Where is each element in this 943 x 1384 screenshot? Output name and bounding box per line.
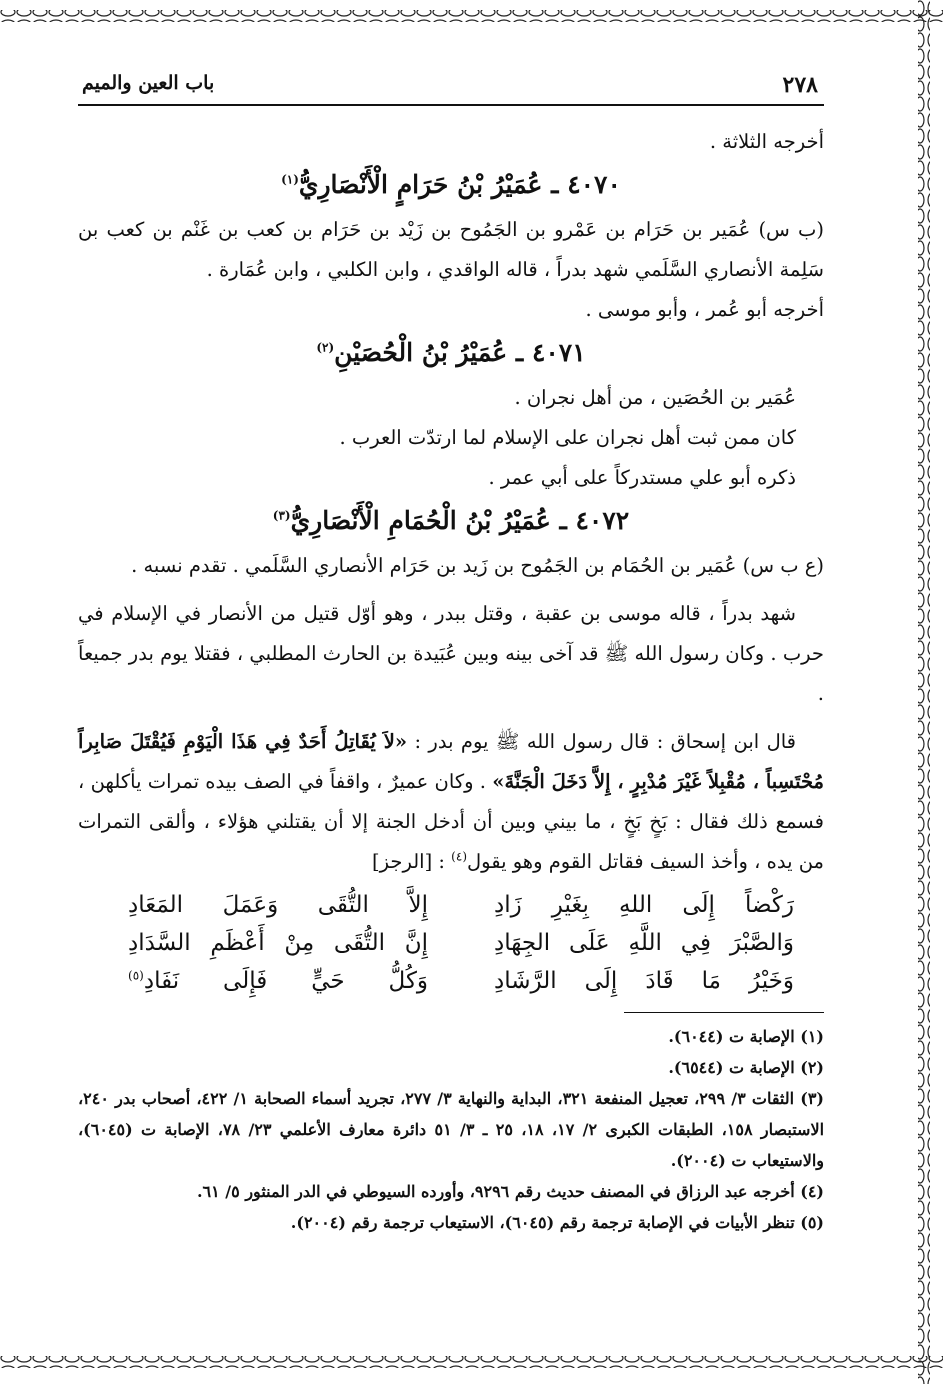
verse-line — [78, 886, 824, 924]
footnote: (٣) الثقات ٣/ ٢٩٩، تعجيل المنفعة ٣٢١، البداية والنهاية ٣/ ٢٧٧، تجريد أسماء الصحابة ١/ ٤٢٢، أصحاب بدر ٢٤٠، الاستبصار ١٥٨، الطبقات الكبرى ٢/ ١٧، ١٨، ٢٥ ـ ٣/ ٥١ دائرة معارف الأعلمي ٢٣/ ٧٨، الإصابة ت (٦٠٤٥)، والاستيعاب ت (٢٠٠٤). — [78, 1089, 825, 1170]
verse-second-hemistich-wrap — [128, 962, 428, 1000]
entry-title-4071 — [78, 332, 824, 374]
verse-second-hemistich: إِلاَّ التُّقَى وَعَمَلَ المَعَادِ — [128, 892, 428, 918]
hadith-paragraph — [78, 722, 824, 882]
verse-first-hemistich: رَكْضاً إِلَى اللهِ بِغَيْرِ زَادِ — [494, 892, 794, 918]
footnote-ref: (٤) — [451, 849, 467, 864]
poem — [78, 886, 824, 1000]
chapter-title: باب العين والميم — [82, 72, 215, 94]
hadith-quote: «لاَ يُقَاتِلُ أَحَدٌ فِي هَذَا الْيَوْمِ فَيُقْتَلَ صَابِراً مُحْتَسِباً ، مُقْبِلاً غَيْرَ مُدْبِرٍ ، إِلاَّ دَخَلَ الْجَنَّةَ» — [78, 730, 824, 793]
entry-title-text: ٤٠٧١ ـ عُمَيْرُ بْنُ الْحُصَيْنِ — [334, 338, 586, 367]
entry-paragraph: (ع ب س) عُمَير بن الحُمَام بن الجَمُوح بن زَيد بن حَرَام الأنصاري السَّلَمي . تقدم نسبه . — [131, 554, 824, 577]
entry-title-text: ٤٠٧٠ ـ عُمَيْرُ بْنُ حَرَامٍ الْأَنْصَارِيُّ — [298, 170, 621, 199]
footnotes — [78, 1021, 824, 1238]
footnote: (٥) تنظر الأبيات في الإصابة ترجمة رقم (٦٠٤٥)، الاستيعاب ترجمة رقم (٢٠٠٤). — [290, 1213, 824, 1232]
hadith-intro: قال ابن إسحاق : قال رسول الله ﷺ يوم بدر : — [407, 730, 797, 753]
entry-paragraph: كان ممن ثبت أهل نجران على الإسلام لما ارتدّت العرب . — [339, 426, 796, 449]
verse-line — [78, 962, 824, 1000]
footnote-separator — [624, 1012, 824, 1013]
entry-title-text: ٤٠٧٢ ـ عُمَيْرُ بْنُ الْحُمَامِ الْأَنْصَارِيُّ — [290, 506, 630, 535]
verse-second-hemistich: إِنَّ التُّقَى مِنْ أَعْظَمِ السَّدَادِ — [128, 930, 428, 956]
footnote: (١) الإصابة ت (٦٠٤٤). — [668, 1027, 824, 1046]
hadith-narration: . وكان عميرٌ ، واقفاً في الصف بيده تمرات يأكلهن ، فسمع ذلك فقال : بَخٍ بَخٍ ، ما بيني وبين أن أدخل الجنة إلا أن يقتلني هؤلاء ، وألقى التمرات من يده ، وأخذ السيف فقاتل القوم وهو يقول — [78, 770, 824, 873]
border-ornament-bottom — [0, 1352, 943, 1374]
footnote: (٢) الإصابة ت (٦٥٤٤). — [668, 1058, 824, 1077]
page-number: ٢٧٨ — [782, 72, 818, 98]
book-page — [78, 58, 824, 1328]
entry-paragraph: شهد بدراً ، قاله موسى بن عقبة ، وقتل ببدر ، وهو أوّل قتيل من الأنصار في الإسلام في حرب . وكان رسول الله ﷺ قد آخى بينه وبين عُبَيدة بن الحارث المطلبي ، فقتلا يوم بدر جميعاً . — [78, 602, 824, 705]
footnote-ref: (١) — [281, 172, 299, 187]
intro-line: أخرجه الثلاثة . — [709, 130, 824, 153]
meter-label: : [الرجز] — [372, 850, 452, 873]
running-header — [78, 72, 824, 106]
entry-paragraph: أخرجه أبو عُمر ، وأبو موسى . — [585, 298, 824, 321]
footnote-ref: (٣) — [272, 508, 291, 523]
main-text — [78, 122, 824, 1238]
verse-second-hemistich: وَكُلُّ حَيٍّ فَإِلَى نَفَادِ — [143, 968, 428, 994]
entry-paragraph: (ب س) عُمَير بن حَرَام بن عَمْرو بن الجَمُوح بن زَيْد بن حَرَام بن كعب بن غَنْم بن كعب بن سَلِمة الأنصاري السَّلَمي شهد بدراً ، قاله الواقدي ، وابن الكلبي ، وابن عُمَارة . — [78, 218, 824, 281]
entry-title-4072 — [78, 500, 824, 542]
footnote-ref: (٥) — [128, 968, 144, 983]
border-ornament-top — [0, 6, 943, 28]
verse-first-hemistich: وَخَيْرُ مَا قَادَ إِلَى الرَّشَادِ — [494, 968, 794, 994]
footnote-ref: (٢) — [316, 340, 335, 355]
entry-paragraph: عُمَير بن الحُصَين ، من أهل نجران . — [514, 386, 796, 409]
entry-title-4070 — [78, 164, 824, 206]
border-ornament-right — [914, 0, 936, 1384]
verse-line — [78, 924, 824, 962]
footnote: (٤) أخرجه عبد الرزاق في المصنف حديث رقم ٩٢٩٦، وأورده السيوطي في الدر المنثور ٥/ ٦١. — [196, 1182, 824, 1201]
entry-paragraph: ذكره أبو علي مستدركاً على أبي عمر . — [488, 466, 796, 489]
verse-first-hemistich: وَالصَّبْرَ فِي اللَّهِ عَلَى الجِهَادِ — [494, 930, 794, 956]
